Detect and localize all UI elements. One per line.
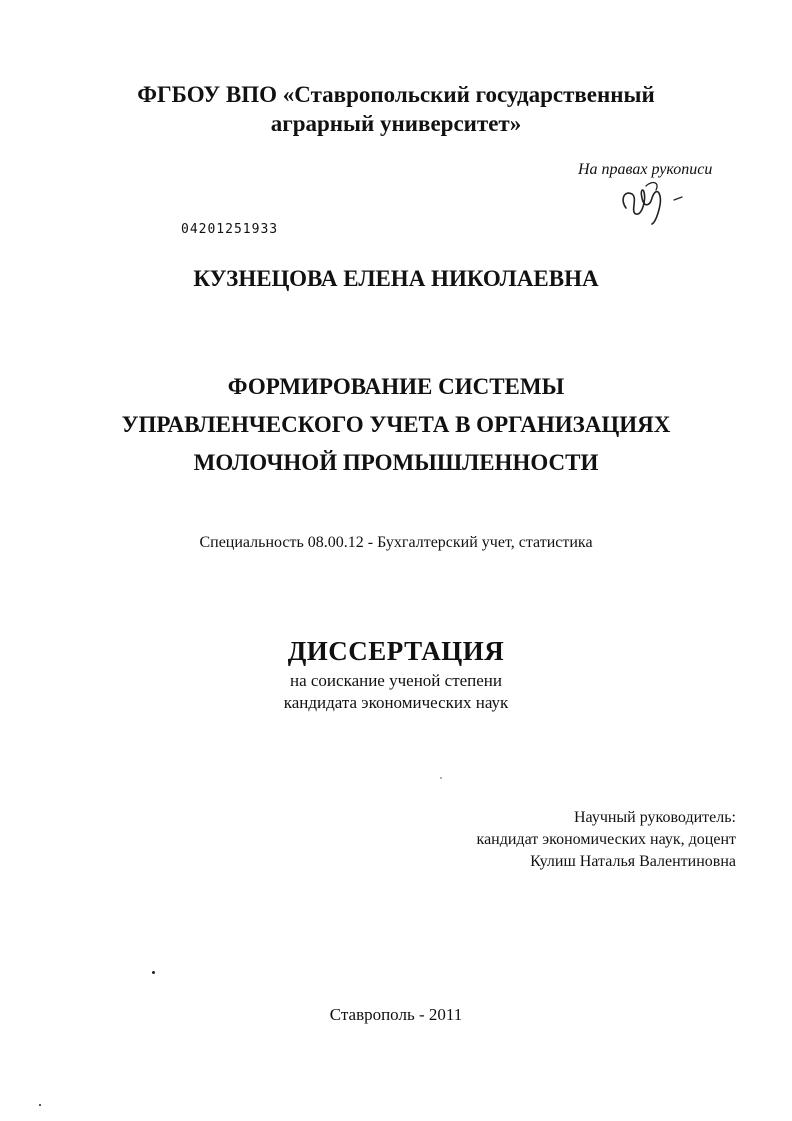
scan-speck xyxy=(152,971,155,974)
city-year: Ставрополь - 2011 xyxy=(329,1005,463,1024)
supervisor-block xyxy=(477,807,736,873)
supervisor-credentials: кандидат экономических наук, доцент xyxy=(476,831,736,848)
scan-speck xyxy=(39,1104,41,1106)
handwritten-signature xyxy=(616,178,688,226)
institution-name xyxy=(0,80,792,138)
author-name: КУЗНЕЦОВА ЕЛЕНА НИКОЛАЕВНА xyxy=(193,266,599,291)
institution-line-2: аграрный университет» xyxy=(270,111,522,136)
registry-code: 04201251933 xyxy=(181,222,279,237)
degree-line-2: кандидата экономических наук xyxy=(283,693,509,712)
title-line-1: ФОРМИРОВАНИЕ СИСТЕМЫ xyxy=(227,374,565,399)
supervisor-heading: Научный руководитель: xyxy=(573,809,736,826)
supervisor-name: Кулиш Наталья Валентиновна xyxy=(530,853,736,870)
degree-line-1: на соискание ученой степени xyxy=(289,671,503,690)
document-type: ДИССЕРТАЦИЯ xyxy=(287,636,505,666)
manuscript-rights-note: На правах рукописи xyxy=(578,161,713,178)
title-line-3: МОЛОЧНОЙ ПРОМЫШЛЕННОСТИ xyxy=(193,450,599,475)
specialty-line: Специальность 08.00.12 - Бухгалтерский учет, статистика xyxy=(199,534,593,551)
title-line-2: УПРАВЛЕНЧЕСКОГО УЧЕТА В ОРГАНИЗАЦИЯХ xyxy=(121,412,671,437)
degree-description xyxy=(0,670,792,714)
dissertation-title xyxy=(0,368,792,482)
institution-line-1: ФГБОУ ВПО «Ставропольский государственный xyxy=(137,82,655,107)
scan-speck xyxy=(440,777,442,779)
